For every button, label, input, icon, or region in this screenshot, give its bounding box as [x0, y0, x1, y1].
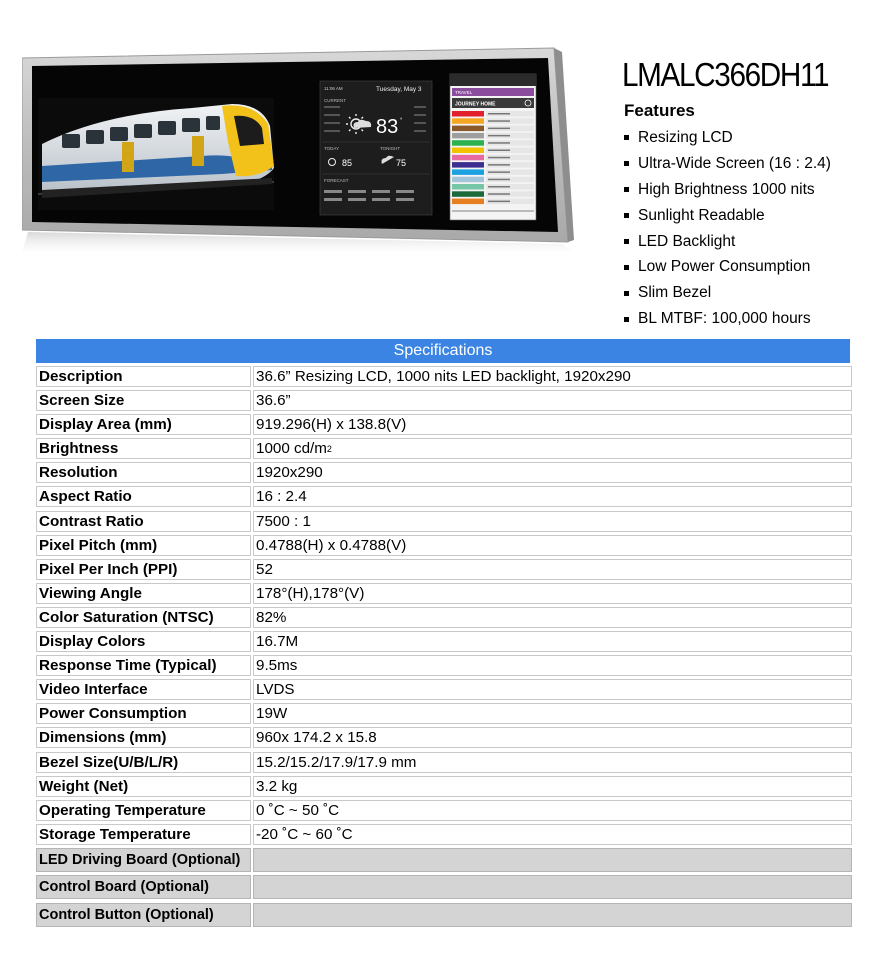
spec-value [253, 511, 852, 532]
spec-value-text: LVDS [256, 681, 295, 699]
spec-label: Bezel Size(U/B/L/R) [36, 752, 251, 773]
spec-value [253, 607, 852, 628]
transit-line-color [452, 148, 484, 154]
spec-value-text: 7500 : 1 [256, 512, 311, 530]
spec-row [36, 800, 852, 821]
feature-item [622, 177, 831, 203]
spec-row [36, 679, 852, 700]
spec-value-text: 36.6” [256, 392, 291, 410]
spec-value [253, 366, 852, 387]
transit-line-color [452, 199, 484, 205]
feature-item [622, 306, 831, 332]
weather-current-label: CURRENT [324, 98, 346, 103]
spec-value [253, 824, 852, 845]
transit-line-color [452, 126, 484, 132]
spec-value [253, 875, 852, 899]
spec-value [253, 559, 852, 580]
spec-value [253, 800, 852, 821]
spec-value [253, 679, 852, 700]
transit-line-status-text [488, 179, 510, 181]
weather-current-temp: 83 [376, 116, 399, 138]
spec-label: Display Colors [36, 631, 251, 652]
feature-text: LED Backlight [638, 232, 736, 250]
bullet-icon [624, 291, 629, 296]
svg-text:°: ° [400, 118, 403, 124]
spec-row [36, 824, 852, 845]
transit-line-color [452, 140, 484, 146]
spec-label: Aspect Ratio [36, 486, 251, 507]
transit-header: TRAVEL [455, 90, 473, 95]
feature-text: High Brightness 1000 nits [638, 180, 815, 198]
transit-panel [450, 74, 536, 220]
spec-value [253, 752, 852, 773]
transit-line-status-text [488, 157, 510, 159]
feature-item [622, 151, 831, 177]
spec-value [253, 390, 852, 411]
transit-line-status-text [488, 201, 510, 203]
feature-item [622, 254, 831, 280]
spec-label: Response Time (Typical) [36, 655, 251, 676]
spec-value-text: 36.6” Resizing LCD, 1000 nits LED backlight, 1920x290 [256, 368, 631, 385]
spec-label: Weight (Net) [36, 776, 251, 797]
transit-line-status-text [488, 164, 510, 166]
spec-value-text: 82% [256, 608, 287, 626]
spec-row [36, 462, 852, 483]
feature-item [622, 280, 831, 306]
spec-value-text: 960x 174.2 x 15.8 [256, 729, 377, 747]
spec-label: Pixel Pitch (mm) [36, 535, 251, 556]
spec-row [36, 511, 852, 532]
spec-value [253, 655, 852, 676]
spec-value-text: 15.2/15.2/17.9/17.9 mm [256, 753, 417, 771]
transit-line-status-text [488, 150, 510, 152]
spec-value-text: 0 ˚C ~ 50 ˚C [256, 801, 340, 819]
spec-value [253, 414, 852, 435]
feature-text: Sunlight Readable [638, 206, 765, 224]
spec-label: Control Board (Optional) [36, 875, 251, 899]
transit-line-color [452, 111, 484, 117]
spec-label: Dimensions (mm) [36, 727, 251, 748]
product-title: LMALC366DH11 [622, 56, 829, 93]
transit-line-color [452, 184, 484, 190]
spec-value-text: 52 [256, 560, 273, 578]
spec-row [36, 752, 852, 773]
weather-time: 11:06 AM [324, 86, 343, 91]
spec-label: Control Button (Optional) [36, 903, 251, 927]
spec-label: Description [36, 366, 251, 387]
spec-label: Viewing Angle [36, 583, 251, 604]
spec-row [36, 631, 852, 652]
feature-item [622, 229, 831, 255]
transit-line-color [452, 155, 484, 161]
weather-today-label: TODAY [324, 146, 340, 151]
specifications-table [36, 366, 852, 930]
spec-row [36, 414, 852, 435]
weather-forecast-label: FORECAST [324, 178, 349, 183]
spec-value [253, 776, 852, 797]
spec-value [253, 486, 852, 507]
weather-tonight-label: TONIGHT [380, 146, 401, 151]
specifications-header: Specifications [36, 339, 850, 363]
spec-row [36, 655, 852, 676]
transit-line-status-text [488, 135, 510, 137]
spec-value [253, 631, 852, 652]
spec-value-text: 1000 cd/m [256, 440, 327, 458]
spec-row [36, 559, 852, 580]
spec-row [36, 848, 852, 872]
spec-label: Color Saturation (NTSC) [36, 607, 251, 628]
spec-label: Brightness [36, 438, 251, 459]
bullet-icon [624, 213, 629, 218]
spec-row [36, 903, 852, 927]
spec-row [36, 727, 852, 748]
spec-label: Contrast Ratio [36, 511, 251, 532]
transit-line-status-text [488, 120, 510, 122]
feature-text: BL MTBF: 100,000 hours [638, 310, 811, 328]
transit-line-status-text [488, 128, 510, 130]
spec-value [253, 535, 852, 556]
transit-line-status-text [488, 171, 510, 173]
transit-line-color [452, 162, 484, 168]
spec-value-text: 19W [256, 705, 288, 723]
spec-row [36, 535, 852, 556]
spec-row [36, 390, 852, 411]
bullet-icon [624, 187, 629, 192]
spec-value-text: 16 : 2.4 [256, 488, 307, 506]
feature-text: Ultra-Wide Screen (16 : 2.4) [638, 154, 831, 172]
spec-value [253, 583, 852, 604]
transit-line-color [452, 191, 484, 197]
spec-row [36, 875, 852, 899]
spec-label: Resolution [36, 462, 251, 483]
train-image [38, 98, 274, 210]
bullet-icon [624, 135, 629, 140]
spec-label: Pixel Per Inch (PPI) [36, 559, 251, 580]
spec-value [253, 727, 852, 748]
spec-value-text: 1920x290 [256, 464, 323, 482]
bullet-icon [624, 161, 629, 166]
spec-value-text: 16.7M [256, 633, 299, 651]
feature-item [622, 203, 831, 229]
features-heading: Features [624, 101, 695, 120]
transit-line-status-text [488, 142, 510, 144]
bullet-icon [624, 265, 629, 270]
spec-value [253, 703, 852, 724]
weather-tonight-temp: 75 [396, 158, 407, 168]
product-image [22, 44, 614, 252]
spec-value-superscript: 2 [326, 443, 332, 454]
features-list [622, 125, 831, 332]
spec-row [36, 607, 852, 628]
feature-item [622, 125, 831, 151]
weather-date: Tuesday, May 3 [376, 86, 422, 93]
spec-label: Power Consumption [36, 703, 251, 724]
spec-row [36, 366, 852, 387]
transit-line-color [452, 133, 484, 139]
spec-label: Screen Size [36, 390, 251, 411]
spec-row [36, 438, 852, 459]
spec-row [36, 703, 852, 724]
feature-text: Resizing LCD [638, 128, 733, 146]
spec-row [36, 776, 852, 797]
spec-value-text: 9.5ms [256, 657, 298, 675]
transit-line-color [452, 177, 484, 183]
spec-label: Video Interface [36, 679, 251, 700]
spec-label: Storage Temperature [36, 824, 251, 845]
feature-text: Low Power Consumption [638, 258, 811, 276]
spec-value [253, 462, 852, 483]
feature-text: Slim Bezel [638, 284, 712, 302]
spec-label: Operating Temperature [36, 800, 251, 821]
transit-line-color [452, 169, 484, 175]
spec-value-text: 3.2 kg [256, 777, 298, 795]
spec-row [36, 583, 852, 604]
transit-journey: JOURNEY HOME [455, 101, 496, 108]
spec-row [36, 486, 852, 507]
spec-value-text: -20 ˚C ~ 60 ˚C [256, 825, 353, 843]
weather-today-temp: 85 [342, 158, 353, 168]
weather-panel [320, 81, 432, 215]
spec-value [253, 438, 852, 459]
spec-value-text: 919.296(H) x 138.8(V) [256, 416, 407, 434]
transit-line-status-text [488, 113, 510, 115]
transit-line-status-text [488, 193, 510, 195]
transit-line-color [452, 118, 484, 124]
spec-value-text: 0.4788(H) x 0.4788(V) [256, 536, 407, 554]
bullet-icon [624, 239, 629, 244]
spec-value [253, 848, 852, 872]
spec-value-text: 178°(H),178°(V) [256, 584, 365, 602]
bullet-icon [624, 317, 629, 322]
transit-line-status-text [488, 186, 510, 188]
spec-value [253, 903, 852, 927]
spec-label: Display Area (mm) [36, 414, 251, 435]
spec-label: LED Driving Board (Optional) [36, 848, 251, 872]
